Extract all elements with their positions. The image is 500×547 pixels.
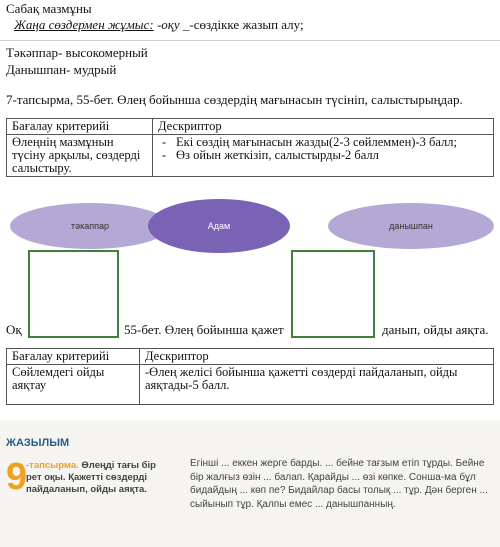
descriptor-item: - Өз ойын жеткізіп, салыстырды-2 балл (158, 149, 488, 162)
table2-header-criteria: Бағалау критерийі (7, 349, 140, 365)
textbook-passage: Егінші ... еккен жерге барды. ... бейне тағзым етіп тұрды. Бейне бір жалғыз өзін ... балап. Қарайды ... өзі көпке. Сонша-ма бұл бидайдың ... көп пе? Бидайлар басы толық ... тұр. Дән берген ... сыйынып тұр. Қалпы емес ... данышпанның. (190, 458, 488, 510)
ellipse-right-label: данышпан (389, 221, 433, 231)
section-title: Сабақ мазмұны (6, 1, 92, 16)
ellipse-left (10, 203, 170, 249)
ellipse-center-label: Адам (207, 221, 231, 231)
read-label: -оқу (156, 17, 180, 32)
table1-descriptors (153, 135, 494, 177)
table1-header-criteria: Бағалау критерийі (7, 119, 153, 135)
table2-descriptor: -Өлең желісі бойынша қажетті сөздерді пайдаланып, ойды аяқтады-5 балл. (140, 365, 494, 405)
ellipse-left-label: тәкаппар (70, 221, 110, 231)
new-words-label: Жаңа сөздермен жұмыс: (14, 17, 154, 32)
table1-header-descriptor: Дескриптор (153, 119, 494, 135)
task-next-middle: 55-бет. Өлең бойынша қажет (124, 322, 284, 337)
task-next-right: данып, ойды аяқта. (382, 322, 489, 337)
vocab-line-2: Данышпан- мудрый (6, 62, 117, 77)
textbook-task-label: -тапсырма. (26, 460, 79, 471)
table2-criterion: Сөйлемдегі ойды аяқтау (7, 365, 140, 405)
write-label: -сөздікке жазып алу; (189, 17, 304, 32)
answer-box-right[interactable] (291, 250, 375, 338)
task7-heading: 7-тапсырма, 55-бет. Өлең бойынша сөздердің мағынасын түсініп, салыстырыңдар. (6, 92, 463, 107)
task-intro-line (14, 17, 304, 33)
textbook-task-text: Өлеңді тағы бір рет оқы. Қажетті сөздерді пайдаланып, ойды аяқта. (26, 460, 156, 495)
task-number: 9 (6, 456, 28, 498)
table2-header-descriptor: Дескриптор (140, 349, 494, 365)
criteria-table-2 (6, 348, 494, 405)
ellipse-right (328, 203, 494, 249)
answer-box-left[interactable] (28, 250, 119, 338)
vocab-line-1: Тәкәппар- высокомерный (6, 45, 148, 60)
criteria-table-1 (6, 118, 494, 177)
ellipse-center (148, 199, 290, 253)
textbook-task (26, 460, 166, 496)
descriptor-item: - Екі сөздің мағынасын жазды(2-3 сөйлеммен)-3 балл; (158, 136, 488, 149)
task-next-left: Оқ (6, 322, 22, 337)
section-label: ЖАЗЫЛЫМ (6, 437, 70, 449)
table1-criterion: Өлеңнің мазмұнын түсіну арқылы, сөздерді салыстыру. (7, 135, 153, 177)
blank-mark: _ (182, 17, 190, 32)
